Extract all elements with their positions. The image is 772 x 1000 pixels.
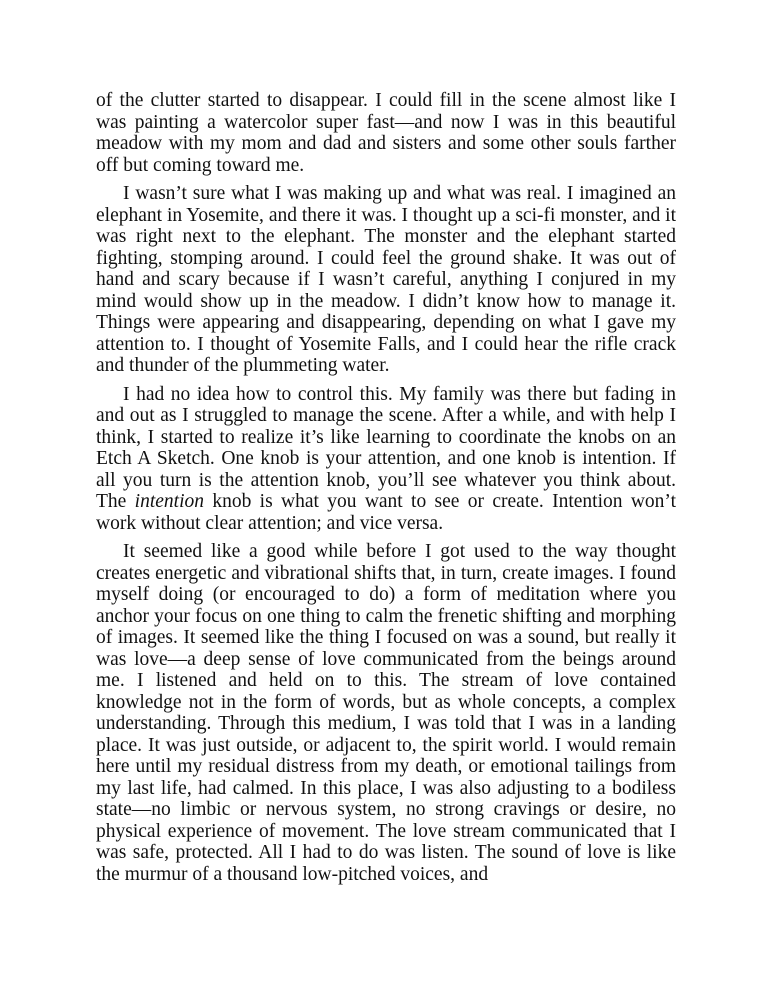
- paragraph-3: [96, 384, 676, 535]
- paragraph-3-text-b: knob is what you want to see or create. Intention won’t work without clear attention; and vice versa.: [96, 491, 676, 534]
- paragraph-2: [96, 183, 676, 377]
- paragraph-2-text: I wasn’t sure what I was making up and what was real. I imagined an elephant in Yosemite, and there it was. I thought up a sci-fi monster, and it was right next to the elephant. The monster and the elephant started fighting, stomping around. I could feel the ground shake. It was out of hand and scary because if I wasn’t careful, anything I conjured in my mind would show up in the meadow. I didn’t know how to manage it. Things were appearing and disappearing, depending on what I gave my attention to. I thought of Yosemite Falls, and I could hear the rifle crack and thunder of the plummeting water.: [96, 183, 676, 376]
- paragraph-1: [96, 90, 676, 176]
- paragraph-1-text: of the clutter started to disappear. I could fill in the scene almost like I was painting a watercolor super fast—and now I was in this beautiful meadow with my mom and dad and sisters and some other souls farther off but coming toward me.: [96, 90, 676, 176]
- paragraph-3-text-a: I had no idea how to control this. My family was there but fading in and out as I struggled to manage the scene. After a while, and with help I think, I started to realize it’s like learning to coordinate the knobs on an Etch A Sketch. One knob is your attention, and one knob is intention. If all you turn is the attention knob, you’ll see whatever you think about. The: [96, 383, 676, 512]
- paragraph-4: [96, 541, 676, 885]
- paragraph-4-text: It seemed like a good while before I got used to the way thought creates energetic and vibrational shifts that, in turn, create images. I found myself doing (or encouraged to do) a form of meditation where you anchor your focus on one thing to calm the frenetic shifting and morphing of images. It seemed like the thing I focused on was a sound, but really it was love—a deep sense of love communicated from the beings around me. I listened and held on to this. The stream of love contained knowledge not in the form of words, but as whole concepts, a complex understanding. Through this medium, I was told that I was in a landing place. It was just outside, or adjacent to, the spirit world. I would remain here until my residual distress from my death, or emotional tailings from my last life, had calmed. In this place, I was also adjusting to a bodiless state—no limbic or nervous system, no strong cravings or desire, no physical experience of movement. The love stream communicated that I was safe, protected. All I had to do was listen. The sound of love is like the murmur of a thousand low-pitched voices, and: [96, 541, 676, 885]
- paragraph-3-italic-word: intention: [134, 491, 204, 512]
- page-body: [96, 90, 676, 885]
